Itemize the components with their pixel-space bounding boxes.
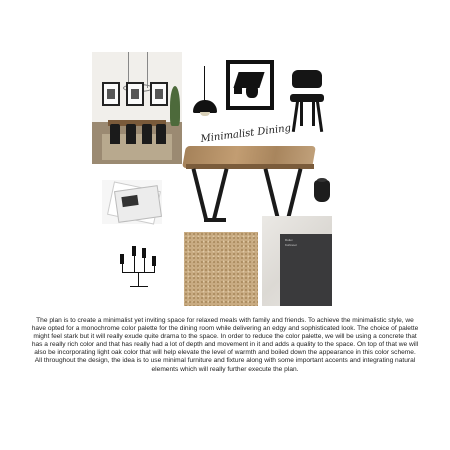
board-title: Minimalist Dining bbox=[200, 122, 292, 145]
plant-icon bbox=[170, 86, 180, 126]
framed-print bbox=[102, 82, 120, 106]
cork-material-swatch bbox=[184, 232, 258, 306]
paint-name-label: Kohinoor bbox=[285, 243, 298, 247]
paint-color-swatch bbox=[280, 234, 332, 306]
framed-print bbox=[150, 82, 168, 106]
dining-table-icon bbox=[184, 146, 316, 224]
abstract-art-icon bbox=[226, 60, 274, 110]
plan-description: The plan is to create a minimalist yet inviting space for relaxed meals with family and friends. To achieve the minimalistic style, we have opted for a monochrome color palette for the dining room while delivering an edgy and sophisticated look. The choice of palette might feel stark but it will really exude quite drama to the space. In order to reduce the color palette, we will be using a concrete that has a really rich color and that has really had a lot of depth and movement in it and adds a quality to the space. On top of that we will also be incorporating light oak color that will help elevate the level of warmth and boiled down the appearance in this color scheme. All throughout the design, the idea is to use minimal furniture and fixture along with some important accents and integrating natural elements which will really further execute the plan. bbox=[31, 317, 419, 373]
vase-icon bbox=[314, 180, 330, 202]
pendant-lamp-icon bbox=[190, 66, 220, 124]
paint-brand-label: Dulux bbox=[285, 238, 293, 242]
candelabra-icon bbox=[116, 244, 160, 288]
chair-icon bbox=[286, 70, 330, 132]
book-icon bbox=[102, 180, 162, 224]
dining-room-photo bbox=[92, 52, 182, 164]
framed-print bbox=[126, 82, 144, 106]
